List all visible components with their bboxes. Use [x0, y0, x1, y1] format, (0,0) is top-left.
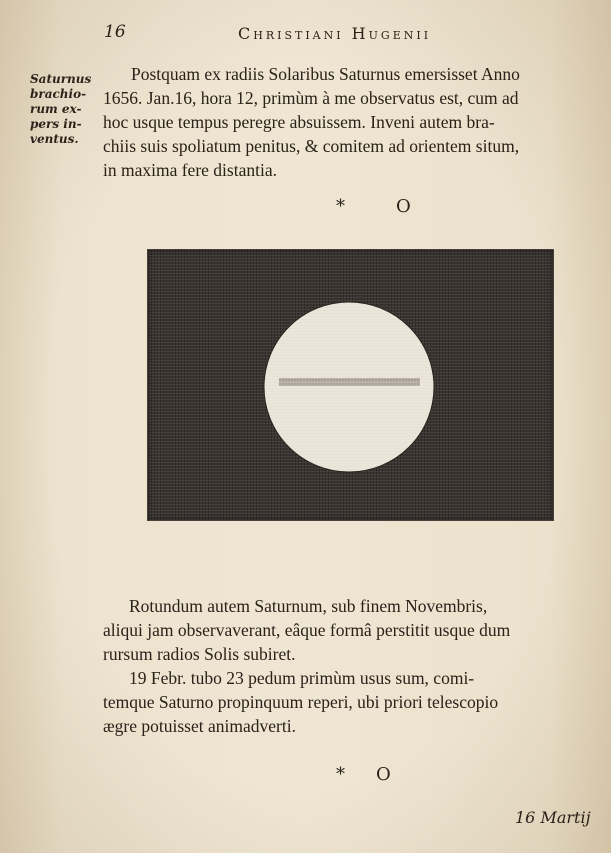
- equatorial-band: [279, 378, 420, 386]
- catchword: 16 Martij: [515, 808, 591, 827]
- paragraph-round-saturn: [103, 594, 599, 738]
- saturn-engraving: [148, 250, 553, 520]
- margin-note-line: pers in-: [30, 117, 82, 131]
- page-number: 16: [104, 22, 126, 42]
- symbol-row-top: [0, 196, 611, 220]
- text-line: hoc usque tempus peregre absuissem. Inveni autem bra-: [103, 112, 495, 132]
- text-line: rursum radios Solis subiret.: [103, 644, 296, 664]
- margin-note-line: rum ex-: [30, 102, 82, 116]
- saturn-symbol: O: [396, 196, 411, 217]
- saturn-disc-illustration: [148, 250, 553, 520]
- text-line: ægre potuisset animadverti.: [103, 716, 296, 736]
- text-line: aliqui jam observaverant, eâque formâ perstitit usque dum: [103, 620, 511, 640]
- page-header: [0, 22, 611, 46]
- text-line: Postquam ex radiis Solaribus Saturnus emersisset Anno: [131, 64, 520, 84]
- text-line: Rotundum autem Saturnum, sub finem Novembris,: [129, 596, 488, 616]
- margin-note: [30, 72, 96, 147]
- text-line: chiis suis spoliatum penitus, & comitem ad orientem situm,: [103, 136, 520, 156]
- text-line: in maxima fere distantia.: [103, 160, 277, 180]
- text-line: 19 Febr. tubo 23 pedum primùm usus sum, comi-: [129, 668, 475, 688]
- star-symbol: *: [336, 764, 345, 785]
- text-line: 1656. Jan.16, hora 12, primùm à me observatus est, cum ad: [103, 88, 519, 108]
- margin-note-line: ventus.: [30, 132, 79, 146]
- margin-note-line: brachio-: [30, 87, 87, 101]
- text-line: temque Saturno propinquum reperi, ubi priori telescopio: [103, 692, 499, 712]
- margin-note-line: Saturnus: [30, 72, 92, 86]
- running-head: Christiani Hugenii: [238, 24, 432, 43]
- symbol-row-bottom: [0, 764, 611, 788]
- star-symbol: *: [336, 196, 345, 217]
- paragraph-observation: [103, 62, 599, 182]
- saturn-symbol: O: [376, 764, 391, 785]
